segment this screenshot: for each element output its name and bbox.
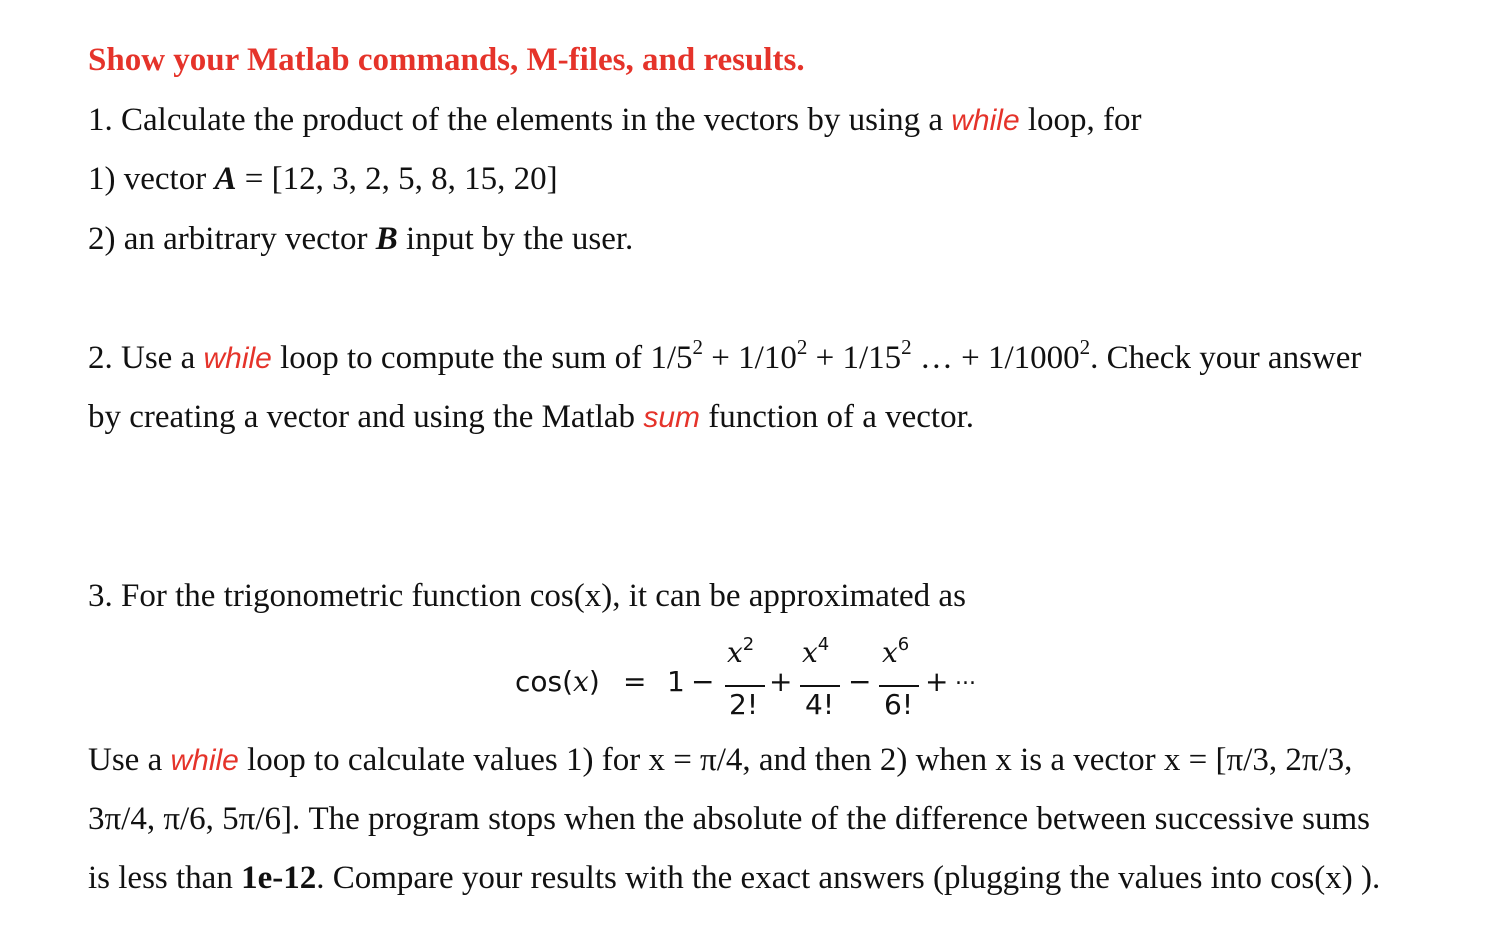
term1-denominator: 2! — [729, 688, 759, 721]
formula-lhs-var: x — [573, 665, 589, 698]
q3-line1-text-b: loop to calculate values 1) for x = π/4, and then 2) when x is a vector x = [π/3, 2π/3, — [238, 742, 1353, 778]
formula-equals: = — [623, 665, 647, 698]
formula-minus-1: − — [691, 665, 715, 698]
q3-line-3 — [88, 858, 1380, 898]
formula-lhs — [515, 665, 600, 698]
q3-line-2: 3π/4, π/6, 5π/6]. The program stops when the absolute of the difference between successive sums — [88, 801, 1370, 837]
q1-intro-text-b: loop, for — [1019, 102, 1142, 138]
q1-item2-var: B — [375, 221, 398, 257]
q1-intro — [88, 100, 1142, 141]
q2-sup-1: 2 — [692, 335, 704, 359]
q2-sup-2: 2 — [796, 335, 808, 359]
q3-line1-text-a: Use a — [88, 742, 171, 778]
term2-var: x — [802, 636, 818, 669]
term1-exponent: 2 — [742, 634, 755, 655]
formula-one: 1 — [667, 665, 685, 698]
cosine-series-formula — [515, 636, 975, 726]
term2-numerator — [802, 636, 829, 669]
q2-line-2 — [88, 397, 974, 438]
q3-while-keyword: while — [170, 744, 239, 777]
formula-lhs-func: cos( — [515, 665, 574, 698]
term3-denominator: 6! — [884, 688, 914, 721]
q1-intro-text-a: 1. Calculate the product of the elements in the vectors by using a — [88, 102, 952, 138]
q3-line3-text-b: . Compare your results with the exact answers (plugging the values into cos(x) ). — [316, 860, 1381, 896]
term1-numerator — [727, 636, 754, 669]
term2-denominator: 4! — [805, 688, 835, 721]
q1-while-keyword: while — [951, 104, 1020, 137]
q2-sup-3: 2 — [901, 335, 912, 359]
term2-fraction-bar — [800, 685, 840, 687]
term1-var: x — [727, 636, 743, 669]
q1-item-2 — [88, 219, 633, 259]
term3-fraction-bar — [879, 685, 919, 687]
q1-item1-text-b: = [12, 3, 2, 5, 8, 15, 20] — [236, 161, 558, 197]
term3-exponent: 6 — [897, 634, 910, 655]
q3-tolerance: 1e-12 — [241, 860, 317, 896]
term3-var: x — [882, 636, 898, 669]
q1-item2-text-b: input by the user. — [397, 221, 634, 257]
q2-text-a: 2. Use a — [88, 340, 204, 376]
q2-text-e: … + 1/1000 — [911, 340, 1080, 376]
q1-item-1 — [88, 159, 558, 199]
formula-minus-2: − — [848, 665, 872, 698]
q3-line3-text-a: is less than — [88, 860, 242, 896]
q1-item2-text-a: 2) an arbitrary vector — [88, 221, 376, 257]
formula-plus-2: + — [925, 665, 949, 698]
term3-numerator — [882, 636, 909, 669]
formula-ellipsis: ... — [955, 665, 976, 690]
q2-text-b: loop to compute the sum of 1/5 — [271, 340, 693, 376]
q2-line2-text-b: function of a vector. — [700, 399, 974, 435]
q3-line-1 — [88, 740, 1352, 781]
formula-plus-1: + — [769, 665, 793, 698]
q2-line2-text-a: by creating a vector and using the Matlab — [88, 399, 644, 435]
q2-while-keyword: while — [203, 342, 272, 375]
q2-text-d: + 1/15 — [807, 340, 902, 376]
q1-item1-var: A — [214, 161, 237, 197]
q1-item1-text-a: 1) vector — [88, 161, 215, 197]
q2-text-f: . Check your answer — [1090, 340, 1362, 376]
q2-sum-keyword: sum — [643, 401, 700, 434]
q2-text-c: + 1/10 — [703, 340, 797, 376]
formula-lhs-close: ) — [588, 665, 600, 698]
instructions-heading: Show your Matlab commands, M-files, and results. — [88, 42, 805, 78]
q3-intro: 3. For the trigonometric function cos(x), it can be approximated as — [88, 578, 966, 614]
q2-line-1 — [88, 335, 1362, 379]
term2-exponent: 4 — [817, 634, 830, 655]
term1-fraction-bar — [725, 685, 765, 687]
q2-sup-4: 2 — [1079, 335, 1091, 359]
